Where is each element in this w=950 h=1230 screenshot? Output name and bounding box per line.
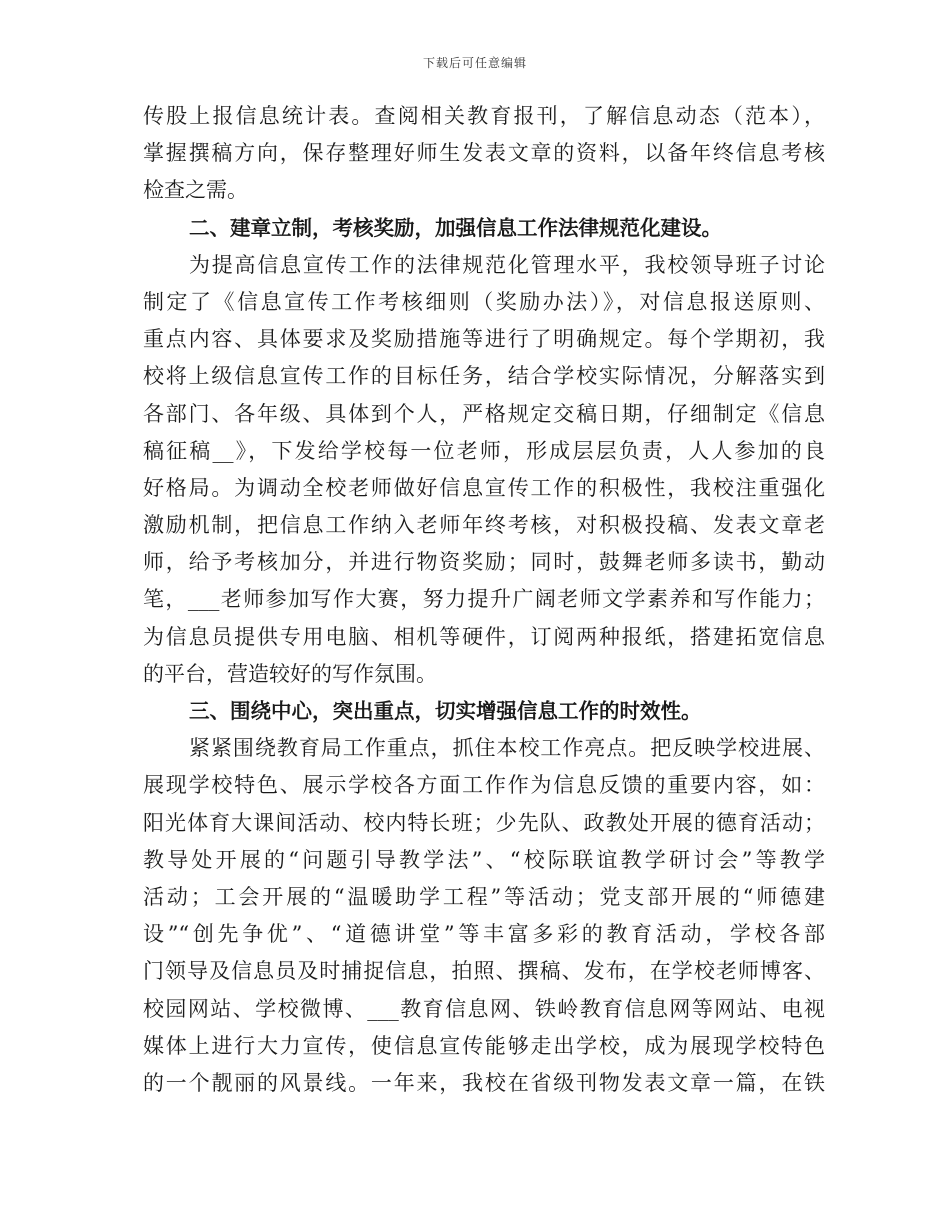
paragraph-line: 门领导及信息员及时捕捉信息，拍照、撰稿、发布，在学校老师博客、 — [143, 959, 825, 984]
paragraph-line: 校将上级信息宣传工作的目标任务，结合学校实际情况，分解落实到 — [143, 364, 825, 389]
paragraph-line: 设”“创先争优”、“道德讲堂”等丰富多彩的教育活动，学校各部 — [143, 922, 825, 947]
paragraph-line: 重点内容、具体要求及奖励措施等进行了明确规定。每个学期初，我 — [143, 327, 825, 352]
section-heading-2: 二、建章立制，考核奖励，加强信息工作法律规范化建设。 — [189, 215, 722, 240]
page-header: 下载后可任意编辑 — [422, 56, 527, 70]
paragraph-line: 传股上报信息统计表。查阅相关教育报刊，了解信息动态（范本）， — [143, 104, 825, 128]
paragraph-line: 展现学校特色、展示学校各方面工作作为信息反馈的重要内容，如： — [143, 773, 825, 798]
paragraph-line: 稿征稿__》，下发给学校每一位老师，形成层层负责，人人参加的良 — [143, 438, 825, 463]
paragraph-line: 校园网站、学校微博、___教育信息网、铁岭教育信息网等网站、电视 — [143, 996, 825, 1021]
paragraph-line: 阳光体育大课间活动、校内特长班；少先队、政教处开展的德育活动； — [143, 810, 825, 835]
paragraph-line: 的一个靓丽的风景线。一年来，我校在省级刊物发表文章一篇，在铁 — [143, 1070, 825, 1095]
paragraph-line: 紧紧围绕教育局工作重点，抓住本校工作亮点。把反映学校进展、 — [189, 736, 825, 761]
paragraph-line: 媒体上进行大力宣传，使信息宣传能够走出学校，成为展现学校特色 — [143, 1033, 825, 1058]
paragraph-line: 为信息员提供专用电脑、相机等硬件，订阅两种报纸，搭建拓宽信息 — [143, 624, 825, 649]
paragraph-line: 笔，___老师参加写作大赛，努力提升广阔老师文学素养和写作能力； — [143, 587, 825, 612]
paragraph-line: 检查之需。 — [143, 178, 248, 203]
paragraph-line: 制定了《信息宣传工作考核细则（奖励办法）》，对信息报送原则、 — [143, 289, 825, 314]
paragraph-line: 活动；工会开展的“温暖助学工程”等活动；党支部开展的“师德建 — [143, 884, 825, 909]
paragraph-line: 师，给予考核加分，并进行物资奖励；同时，鼓舞老师多读书，勤动 — [143, 550, 825, 575]
paragraph-line: 各部门、各年级、具体到个人，严格规定交稿日期，仔细制定《信息 — [143, 401, 825, 426]
section-heading-3: 三、围绕中心，突出重点，切实增强信息工作的时效性。 — [189, 699, 702, 723]
paragraph-line: 教导处开展的“问题引导教学法”、“校际联谊教学研讨会”等教学 — [143, 847, 825, 872]
paragraph-line: 激励机制，把信息工作纳入老师年终考核，对积极投稿、发表文章老 — [143, 513, 825, 538]
paragraph-line: 掌握撰稿方向，保存整理好师生发表文章的资料，以备年终信息考核 — [143, 141, 825, 166]
paragraph-line: 为提高信息宣传工作的法律规范化管理水平，我校领导班子讨论 — [189, 252, 825, 277]
paragraph-line: 好格局。为调动全校老师做好信息宣传工作的积极性，我校注重强化 — [143, 475, 825, 500]
document-body — [143, 98, 825, 1102]
paragraph-line: 的平台，营造较好的写作氛围。 — [143, 661, 437, 686]
